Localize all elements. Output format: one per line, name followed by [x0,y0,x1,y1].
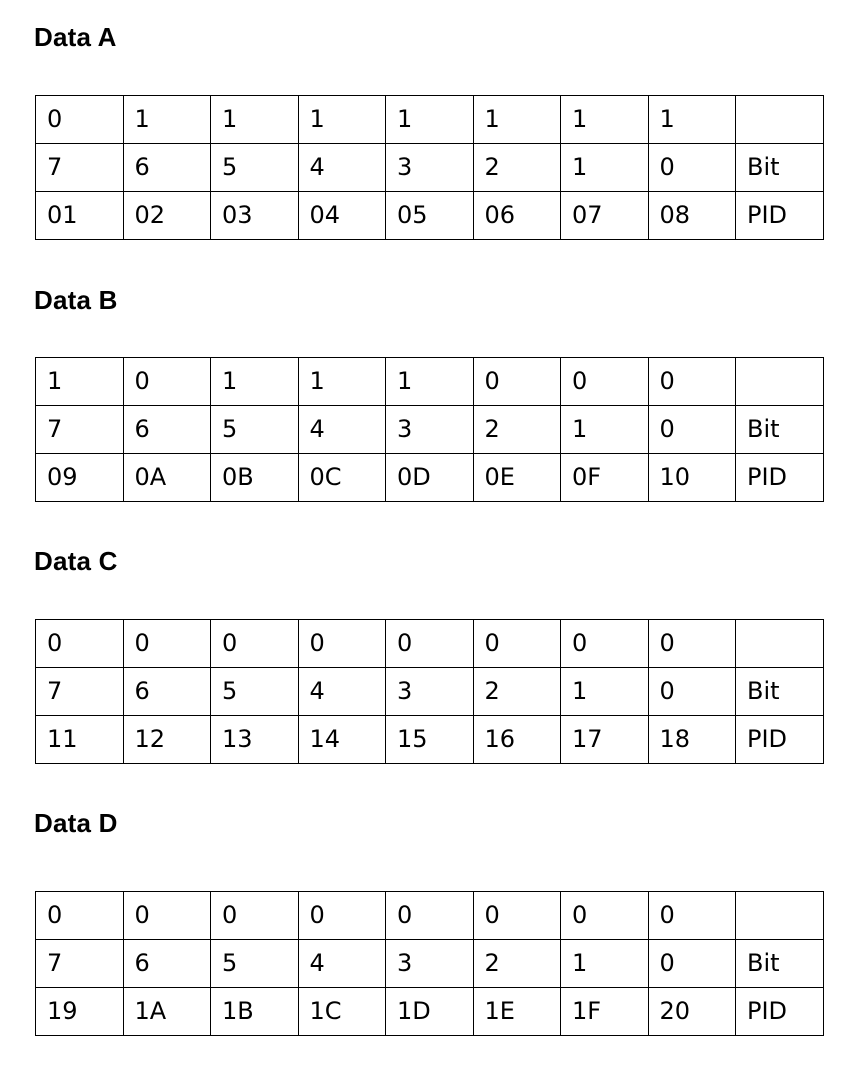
bit-cell: 4 [298,940,386,988]
bit-cell: 1 [561,940,649,988]
bit-label-cell: Bit [736,940,824,988]
value-cell: 0 [473,620,561,668]
pid-cell: 05 [386,192,474,240]
section-title-data-b: Data B [34,285,118,315]
value-cell: 1 [211,96,299,144]
pid-cell: 06 [473,192,561,240]
bit-row [36,940,824,988]
bit-cell: 3 [386,144,474,192]
bit-table-data-a [35,95,824,240]
bit-row [36,144,824,192]
pid-cell: 0F [561,454,649,502]
value-row [36,96,824,144]
bit-label-cell: Bit [736,144,824,192]
value-cell: 1 [561,96,649,144]
pid-cell: 08 [648,192,736,240]
pid-row [36,716,824,764]
pid-cell: 17 [561,716,649,764]
bit-cell: 3 [386,406,474,454]
value-cell: 1 [648,96,736,144]
bit-cell: 6 [123,940,211,988]
bit-label-cell: Bit [736,406,824,454]
pid-row [36,988,824,1036]
value-cell: 0 [473,892,561,940]
bit-table-data-b [35,357,824,502]
value-cell: 1 [123,96,211,144]
pid-cell: 09 [36,454,124,502]
pid-cell: 0C [298,454,386,502]
bit-cell: 2 [473,668,561,716]
pid-row [36,454,824,502]
value-cell: 0 [123,892,211,940]
value-cell: 0 [648,892,736,940]
section-title-data-d: Data D [34,808,118,838]
bit-cell: 2 [473,144,561,192]
bit-cell: 7 [36,668,124,716]
bit-cell: 0 [648,668,736,716]
value-row [36,358,824,406]
bit-row [36,406,824,454]
pid-cell: 13 [211,716,299,764]
pid-cell: 16 [473,716,561,764]
pid-label-cell: PID [736,988,824,1036]
value-cell: 1 [386,358,474,406]
pid-cell: 03 [211,192,299,240]
bit-cell: 4 [298,144,386,192]
value-cell: 0 [386,620,474,668]
value-cell: 0 [561,620,649,668]
bit-cell: 4 [298,406,386,454]
bit-cell: 7 [36,940,124,988]
section-title-data-a: Data A [34,22,117,52]
pid-cell: 0A [123,454,211,502]
bit-cell: 0 [648,940,736,988]
value-cell: 0 [211,620,299,668]
bit-cell: 2 [473,406,561,454]
bit-cell: 5 [211,406,299,454]
value-cell: 0 [36,620,124,668]
bit-cell: 1 [561,668,649,716]
value-cell: 0 [561,358,649,406]
bit-row [36,668,824,716]
bit-cell: 5 [211,940,299,988]
value-cell: 0 [211,892,299,940]
pid-cell: 1D [386,988,474,1036]
bit-table-data-c [35,619,824,764]
bit-cell: 4 [298,668,386,716]
pid-cell: 1A [123,988,211,1036]
bit-cell: 5 [211,668,299,716]
section-title-data-c: Data C [34,546,118,576]
value-row [36,620,824,668]
value-cell: 0 [123,620,211,668]
bit-cell: 7 [36,406,124,454]
bit-cell: 6 [123,406,211,454]
pid-cell: 07 [561,192,649,240]
value-cell: 1 [386,96,474,144]
bit-cell: 0 [648,406,736,454]
pid-cell: 1C [298,988,386,1036]
value-cell: 1 [211,358,299,406]
pid-cell: 20 [648,988,736,1036]
value-row [36,892,824,940]
bit-cell: 6 [123,144,211,192]
value-cell: 0 [648,358,736,406]
value-cell: 0 [561,892,649,940]
bit-cell: 0 [648,144,736,192]
bit-cell: 6 [123,668,211,716]
value-cell: 0 [298,620,386,668]
pid-cell: 0B [211,454,299,502]
pid-cell: 01 [36,192,124,240]
value-cell: 1 [298,358,386,406]
pid-cell: 14 [298,716,386,764]
value-cell: 0 [298,892,386,940]
value-cell: 0 [473,358,561,406]
value-cell: 1 [36,358,124,406]
pid-label-cell: PID [736,716,824,764]
pid-cell: 12 [123,716,211,764]
pid-cell: 11 [36,716,124,764]
pid-cell: 0E [473,454,561,502]
pid-row [36,192,824,240]
value-label-cell [736,620,824,668]
pid-cell: 18 [648,716,736,764]
bit-cell: 7 [36,144,124,192]
value-cell: 0 [36,96,124,144]
pid-cell: 1F [561,988,649,1036]
pid-cell: 1E [473,988,561,1036]
pid-cell: 19 [36,988,124,1036]
value-cell: 0 [386,892,474,940]
value-cell: 1 [298,96,386,144]
bit-cell: 3 [386,940,474,988]
value-label-cell [736,358,824,406]
value-cell: 1 [473,96,561,144]
bit-cell: 3 [386,668,474,716]
pid-label-cell: PID [736,192,824,240]
value-cell: 0 [648,620,736,668]
pid-cell: 1B [211,988,299,1036]
bit-label-cell: Bit [736,668,824,716]
value-cell: 0 [36,892,124,940]
pid-cell: 10 [648,454,736,502]
bit-cell: 1 [561,144,649,192]
value-label-cell [736,96,824,144]
value-label-cell [736,892,824,940]
bit-cell: 1 [561,406,649,454]
bit-cell: 5 [211,144,299,192]
pid-cell: 0D [386,454,474,502]
value-cell: 0 [123,358,211,406]
pid-cell: 15 [386,716,474,764]
pid-cell: 02 [123,192,211,240]
bit-table-data-d [35,891,824,1036]
pid-cell: 04 [298,192,386,240]
pid-label-cell: PID [736,454,824,502]
bit-cell: 2 [473,940,561,988]
